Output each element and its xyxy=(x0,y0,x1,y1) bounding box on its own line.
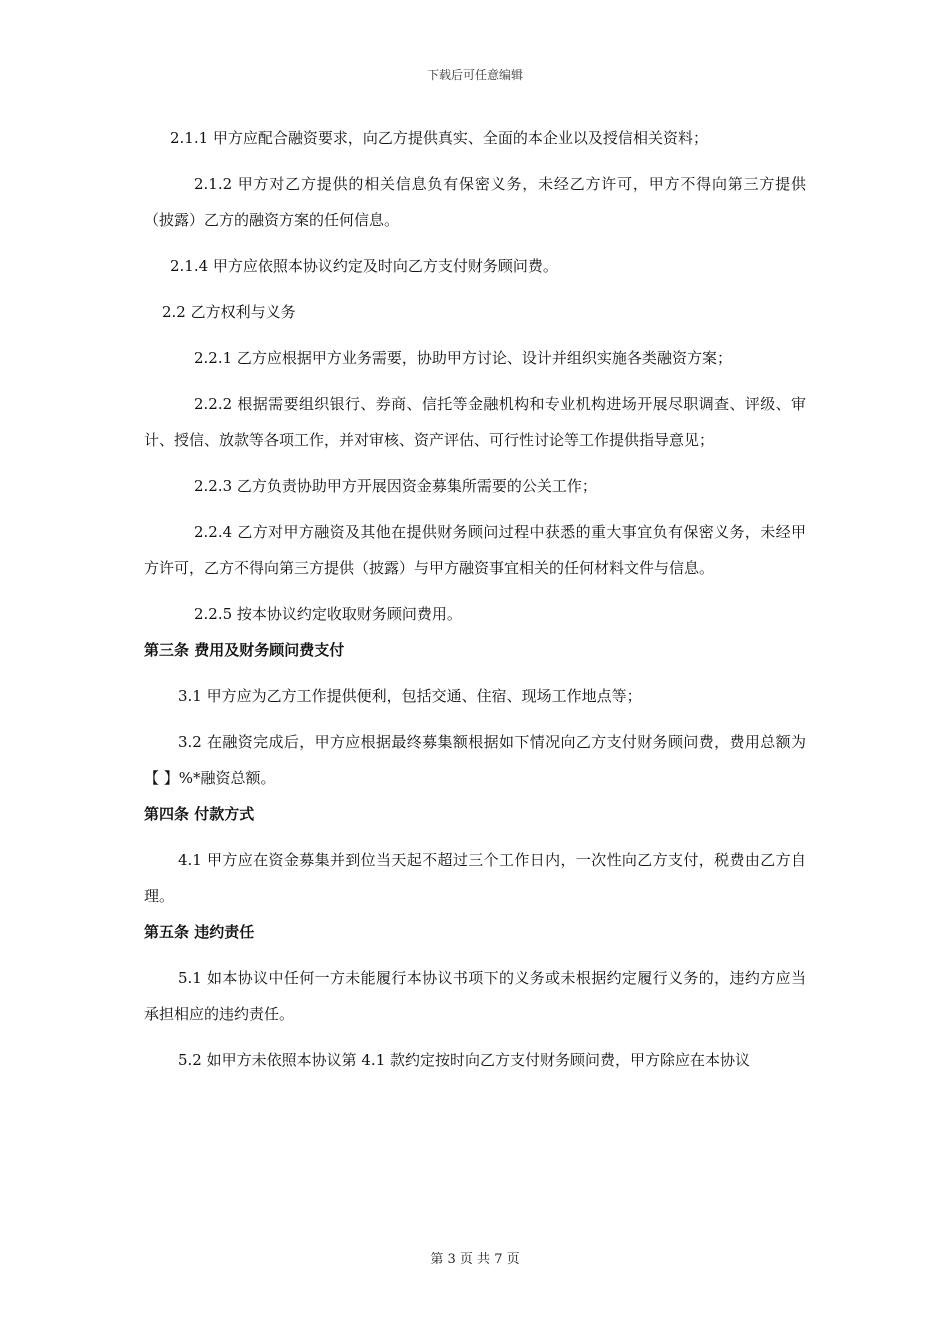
paragraph: 3.2 在融资完成后，甲方应根据最终募集额根据如下情况向乙方支付财务顾问费，费用总额为【 】%*融资总额。 xyxy=(144,733,806,787)
section-heading: 第五条 违约责任 xyxy=(144,923,255,941)
paragraph: 2.1.2 甲方对乙方提供的相关信息负有保密义务，未经乙方许可，甲方不得向第三方提供（披露）乙方的融资方案的任何信息。 xyxy=(144,175,806,229)
paragraph: 5.2 如甲方未依照本协议第 4.1 款约定按时向乙方支付财务顾问费，甲方除应在本协议 xyxy=(178,1051,751,1069)
section-heading: 第四条 付款方式 xyxy=(144,805,255,823)
paragraph: 3.1 甲方应为乙方工作提供便利，包括交通、住宿、现场工作地点等； xyxy=(178,687,642,705)
paragraph: 2.2.5 按本协议约定收取财务顾问费用。 xyxy=(194,605,462,623)
paragraph: 2.2.2 根据需要组织银行、券商、信托等金融机构和专业机构进场开展尽职调查、评级、审计、授信、放款等各项工作，并对审核、资产评估、可行性讨论等工作提供指导意见； xyxy=(144,395,806,449)
page-number: 第 3 页 共 7 页 xyxy=(430,1252,520,1267)
page-header: 下载后可任意编辑 xyxy=(426,68,523,82)
paragraph: 2.2.1 乙方应根据甲方业务需要，协助甲方讨论、设计并组织实施各类融资方案； xyxy=(194,349,732,367)
paragraph: 2.2.3 乙方负责协助甲方开展因资金募集所需要的公关工作； xyxy=(194,477,597,495)
document-body xyxy=(144,120,806,1078)
paragraph: 2.2 乙方权利与义务 xyxy=(162,303,296,321)
paragraph: 4.1 甲方应在资金募集并到位当天起不超过三个工作日内，一次性向乙方支付，税费由乙方自理。 xyxy=(144,851,806,905)
section-heading: 第三条 费用及财务顾问费支付 xyxy=(144,641,345,659)
paragraph: 2.1.4 甲方应依照本协议约定及时向乙方支付财务顾问费。 xyxy=(170,257,558,275)
paragraph: 2.2.4 乙方对甲方融资及其他在提供财务顾问过程中获悉的重大事宜负有保密义务，未经甲方许可，乙方不得向第三方提供（披露）与甲方融资事宜相关的任何材料文件与信息。 xyxy=(144,523,806,577)
paragraph: 2.1.1 甲方应配合融资要求，向乙方提供真实、全面的本企业以及授信相关资料； xyxy=(170,129,708,147)
paragraph: 5.1 如本协议中任何一方未能履行本协议书项下的义务或未根据约定履行义务的，违约方应当承担相应的违约责任。 xyxy=(144,969,806,1023)
